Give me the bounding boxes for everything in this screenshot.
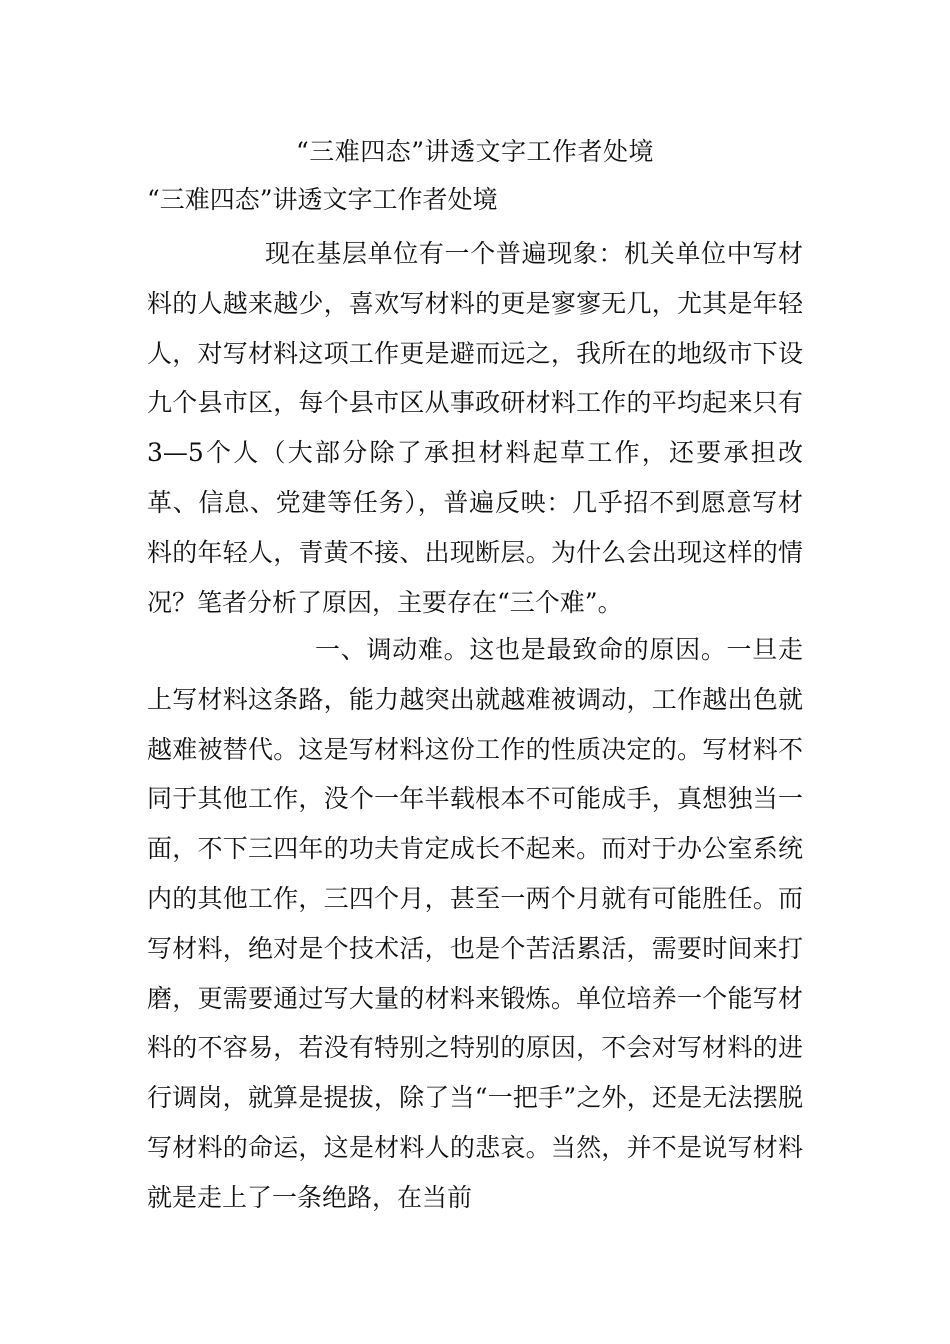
document-title: “三难四态”讲透文字工作者处境: [295, 137, 655, 166]
paragraph-intro: 现在基层单位有一个普遍现象：机关单位中写材料的人越来越少，喜欢写材料的更是寥寥无几，尤其是年轻人，对写材料这项工作更是避而远之，我所在的地级市下设九个县市区，每个县市区从事政研材料工作的平均起来只有3—5个人（大部分除了承担材料起草工作，还要承担改革、信息、党建等任务），普遍反映：几乎招不到愿意写材料的年轻人，青黄不接、出现断层。为什么会出现这样的情况？笔者分析了原因，主要存在“三个难”。: [147, 239, 803, 617]
document-subtitle: “三难四态”讲透文字工作者处境: [147, 185, 498, 214]
paragraph-section-one: 一、调动难。这也是最致命的原因。一旦走上写材料这条路，能力越突出就越难被调动，工作越出色就越难被替代。这是写材料这份工作的性质决定的。写材料不同于其他工作，没个一年半载根本不可能成手，真想独当一面，不下三四年的功夫肯定成长不起来。而对于办公室系统内的其他工作，三四个月，甚至一两个月就有可能胜任。而写材料，绝对是个技术活，也是个苦活累活，需要时间来打磨，更需要通过写大量的材料来锻炼。单位培养一个能写材料的不容易，若没有特别之特别的原因，不会对写材料的进行调岗，就算是提拔，除了当“一把手”之外，还是无法摆脱写材料的命运，这是材料人的悲哀。当然，并不是说写材料就是走上了一条绝路，在当前: [147, 635, 803, 1212]
